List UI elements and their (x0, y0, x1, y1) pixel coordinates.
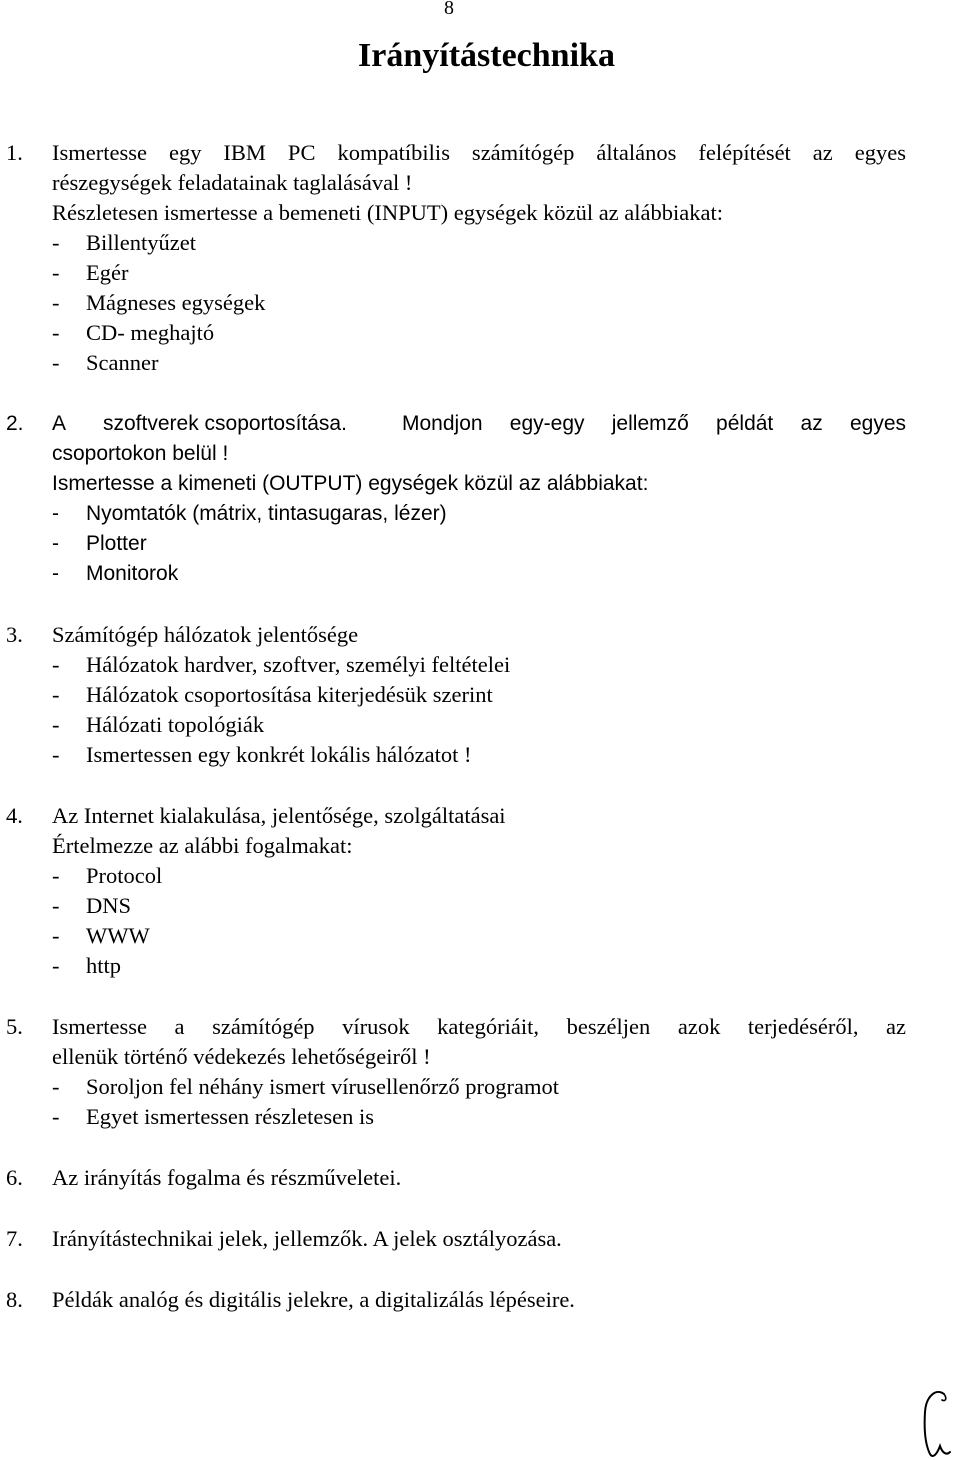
item-text-line: Ismertesse egy IBM PC kompatíbilis számítógép általános felépítését az egyes (52, 140, 906, 165)
item-text-line: Irányítástechnikai jelek, jellemzők. A jelek osztályozása. (52, 1226, 562, 1251)
list-item: Protocol (86, 863, 163, 888)
item-number: 3. (6, 622, 23, 647)
list-item: WWW (86, 923, 150, 948)
bullet-marker: - (52, 1104, 60, 1129)
item-number: 7. (6, 1226, 23, 1251)
bullet-marker: - (52, 953, 60, 978)
list-item: http (86, 953, 122, 978)
item-number: 1. (6, 140, 23, 165)
bullet-marker: - (52, 893, 60, 918)
page-title: Irányítástechnika (358, 37, 615, 74)
list-item: Mágneses egységek (86, 290, 266, 315)
bullet-marker: - (52, 682, 60, 707)
handwritten-signature-icon (918, 1386, 958, 1460)
list-item: Ismertessen egy konkrét lokális hálózatot ! (86, 742, 472, 767)
item-text-segment: A (52, 412, 67, 435)
bullet-marker: - (52, 532, 59, 555)
bullet-marker: - (52, 712, 60, 737)
bullet-marker: - (52, 562, 59, 585)
item-text-line: Ismertesse a számítógép vírusok kategóriáit, beszéljen azok terjedéséről, az (52, 1014, 906, 1039)
list-item: Plotter (86, 532, 147, 555)
list-item: DNS (86, 893, 132, 918)
item-number: 2. (6, 412, 24, 435)
item-text-line: Példák analóg és digitális jelekre, a digitalizálás lépéseire. (52, 1287, 575, 1312)
item-number: 5. (6, 1014, 23, 1039)
list-item: Egyet ismertessen részletesen is (86, 1104, 375, 1129)
list-item: Scanner (86, 350, 159, 375)
item-text-segment: szoftverek csoportosítása. (103, 412, 347, 435)
bullet-marker: - (52, 502, 59, 525)
item-text-segment: Mondjon egy-egy jellemző példát az egyes (402, 412, 906, 435)
item-text-line: csoportokon belül ! (52, 442, 229, 465)
item-intro: Ismertesse a kimeneti (OUTPUT) egységek közül az alábbiakat: (52, 472, 649, 495)
item-number: 6. (6, 1165, 23, 1190)
page-number: 8 (444, 0, 454, 19)
list-item: Hálózati topológiák (86, 712, 265, 737)
item-number: 8. (6, 1287, 23, 1312)
list-item: Hálózatok csoportosítása kiterjedésük szerint (86, 682, 493, 707)
item-text-line: Az irányítás fogalma és részműveletei. (52, 1165, 402, 1190)
bullet-marker: - (52, 863, 60, 888)
item-intro: Részletesen ismertesse a bemeneti (INPUT) egységek közül az alábbiakat: (52, 200, 723, 225)
bullet-marker: - (52, 350, 60, 375)
bullet-marker: - (52, 320, 60, 345)
list-item: Billentyűzet (86, 230, 196, 255)
bullet-marker: - (52, 290, 60, 315)
bullet-marker: - (52, 923, 60, 948)
bullet-marker: - (52, 230, 60, 255)
bullet-marker: - (52, 652, 60, 677)
list-item: Egér (86, 260, 129, 285)
item-intro: Értelmezze az alábbi fogalmakat: (52, 833, 353, 858)
list-item: Nyomtatók (mátrix, tintasugaras, lézer) (86, 502, 447, 525)
item-text-line: részegységek feladatainak taglalásával ! (52, 170, 413, 195)
item-text-line: Az Internet kialakulása, jelentősége, szolgáltatásai (52, 803, 506, 828)
item-text-line: ellenük történő védekezés lehetőségeiről ! (52, 1044, 431, 1069)
list-item: Monitorok (86, 562, 179, 585)
list-item: Soroljon fel néhány ismert vírusellenőrző programot (86, 1074, 560, 1099)
item-number: 4. (6, 803, 23, 828)
list-item: CD- meghajtó (86, 320, 215, 345)
list-item: Hálózatok hardver, szoftver, személyi feltételei (86, 652, 511, 677)
bullet-marker: - (52, 1074, 60, 1099)
bullet-marker: - (52, 742, 60, 767)
item-text-line: Számítógép hálózatok jelentősége (52, 622, 359, 647)
bullet-marker: - (52, 260, 60, 285)
